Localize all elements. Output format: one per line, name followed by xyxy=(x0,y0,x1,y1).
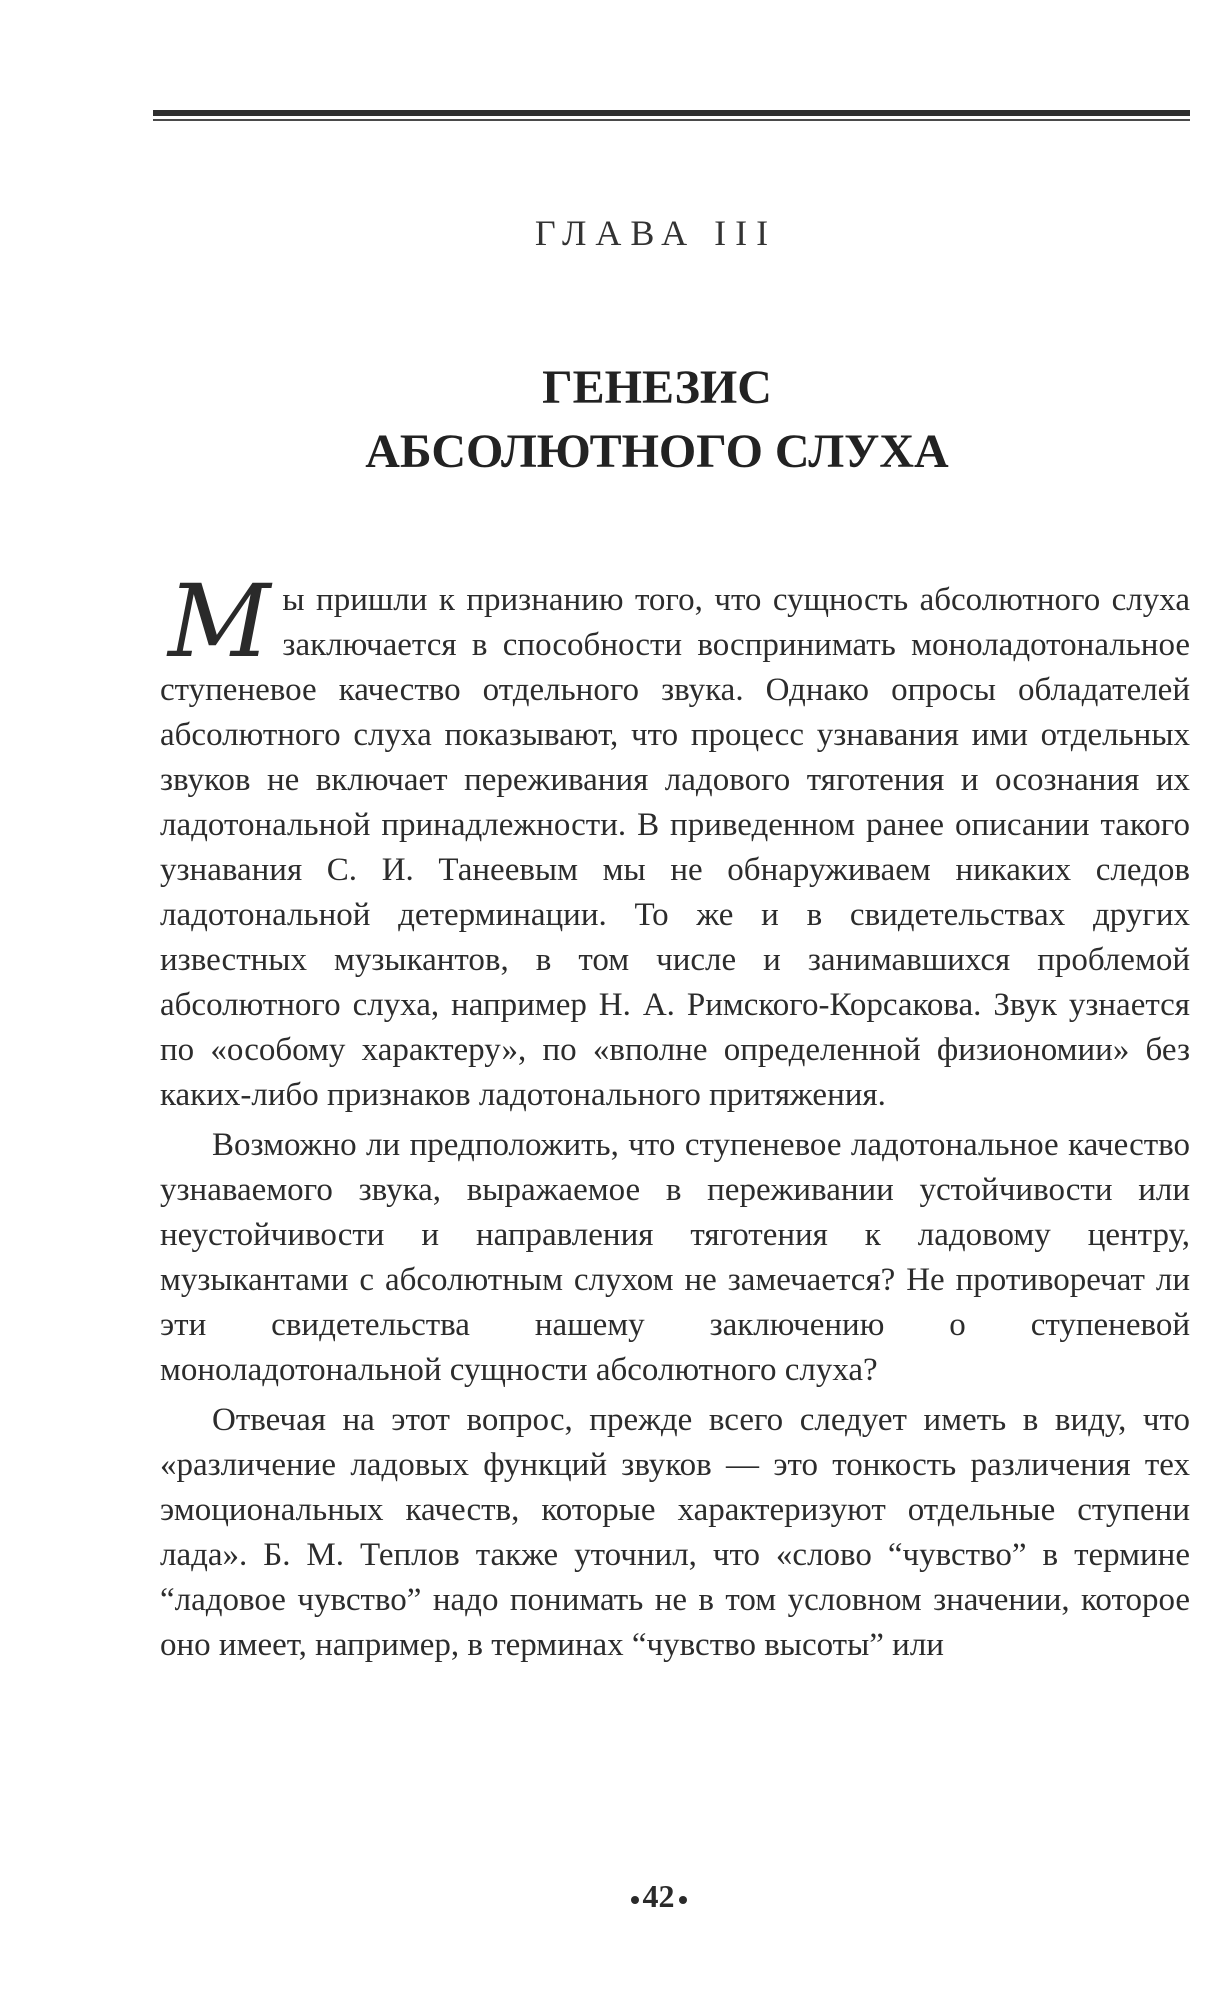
chapter-title-line-2: АБСОЛЮТНОГО СЛУХА xyxy=(365,425,949,478)
header-rule-thin xyxy=(153,119,1190,121)
paragraph-2: Возможно ли предположить, что ступеневое ладотональное качество узнаваемого звука, выражаемое в переживании устойчивости или неустойчивости и направления тяготения к ладовому центру, музыкантами с абсолютным слухом не замечается? Не противоречат ли эти свидетельства нашему заключению о ступеневой моноладотональной сущности абсолютного слуха? xyxy=(160,1127,1190,1388)
page-number-dot-right xyxy=(679,1896,687,1904)
header-rule xyxy=(153,110,1190,122)
page-number-value: 42 xyxy=(642,1878,675,1914)
page-number xyxy=(0,1878,1212,1915)
header-rule-thick xyxy=(153,110,1190,116)
page-number-dot-left xyxy=(631,1896,639,1904)
drop-cap: М xyxy=(168,563,271,680)
chapter-title-line-1: ГЕНЕЗИС xyxy=(542,361,772,414)
paragraph-3: Отвечая на этот вопрос, прежде всего следует иметь в виду, что «различение ладовых функций звуков — это тонкость различения тех эмоциональных качеств, которые характеризуют отдельные ступени лада». Б. М. Теплов также уточнил, что «слово “чувство” в термине “ладовое чувство” надо понимать не в том условном значении, которое оно имеет, например, в терминах “чувство высоты” или xyxy=(160,1402,1190,1663)
paragraph-1-text: ы пришли к признанию того, что сущность абсолютного слуха заключается в способности воспринимать моноладотональное ступеневое качество отдельного звука. Однако опросы обладателей абсолютного слуха показывают, что процесс узнавания ими отдельных звуков не включает переживания ладового тяготения и осознания их ладотональной принадлежности. В приведенном ранее описании такого узнавания С. И. Танеевым мы не обнаруживаем никаких следов ладотональной детерминации. То же и в свидетельствах других известных музыкантов, в том числе и занимавшихся проблемой абсолютного слуха, например Н. А. Римского-Корсакова. Звук узнается по «особому характеру», по «вполне определенной физиономии» без каких-либо признаков ладотонального притяжения. xyxy=(160,582,1190,1113)
chapter-label: ГЛАВА III xyxy=(534,213,778,253)
chapter-title xyxy=(0,356,1212,484)
body-text xyxy=(160,563,1190,1668)
paragraph-1 xyxy=(160,563,1190,1118)
